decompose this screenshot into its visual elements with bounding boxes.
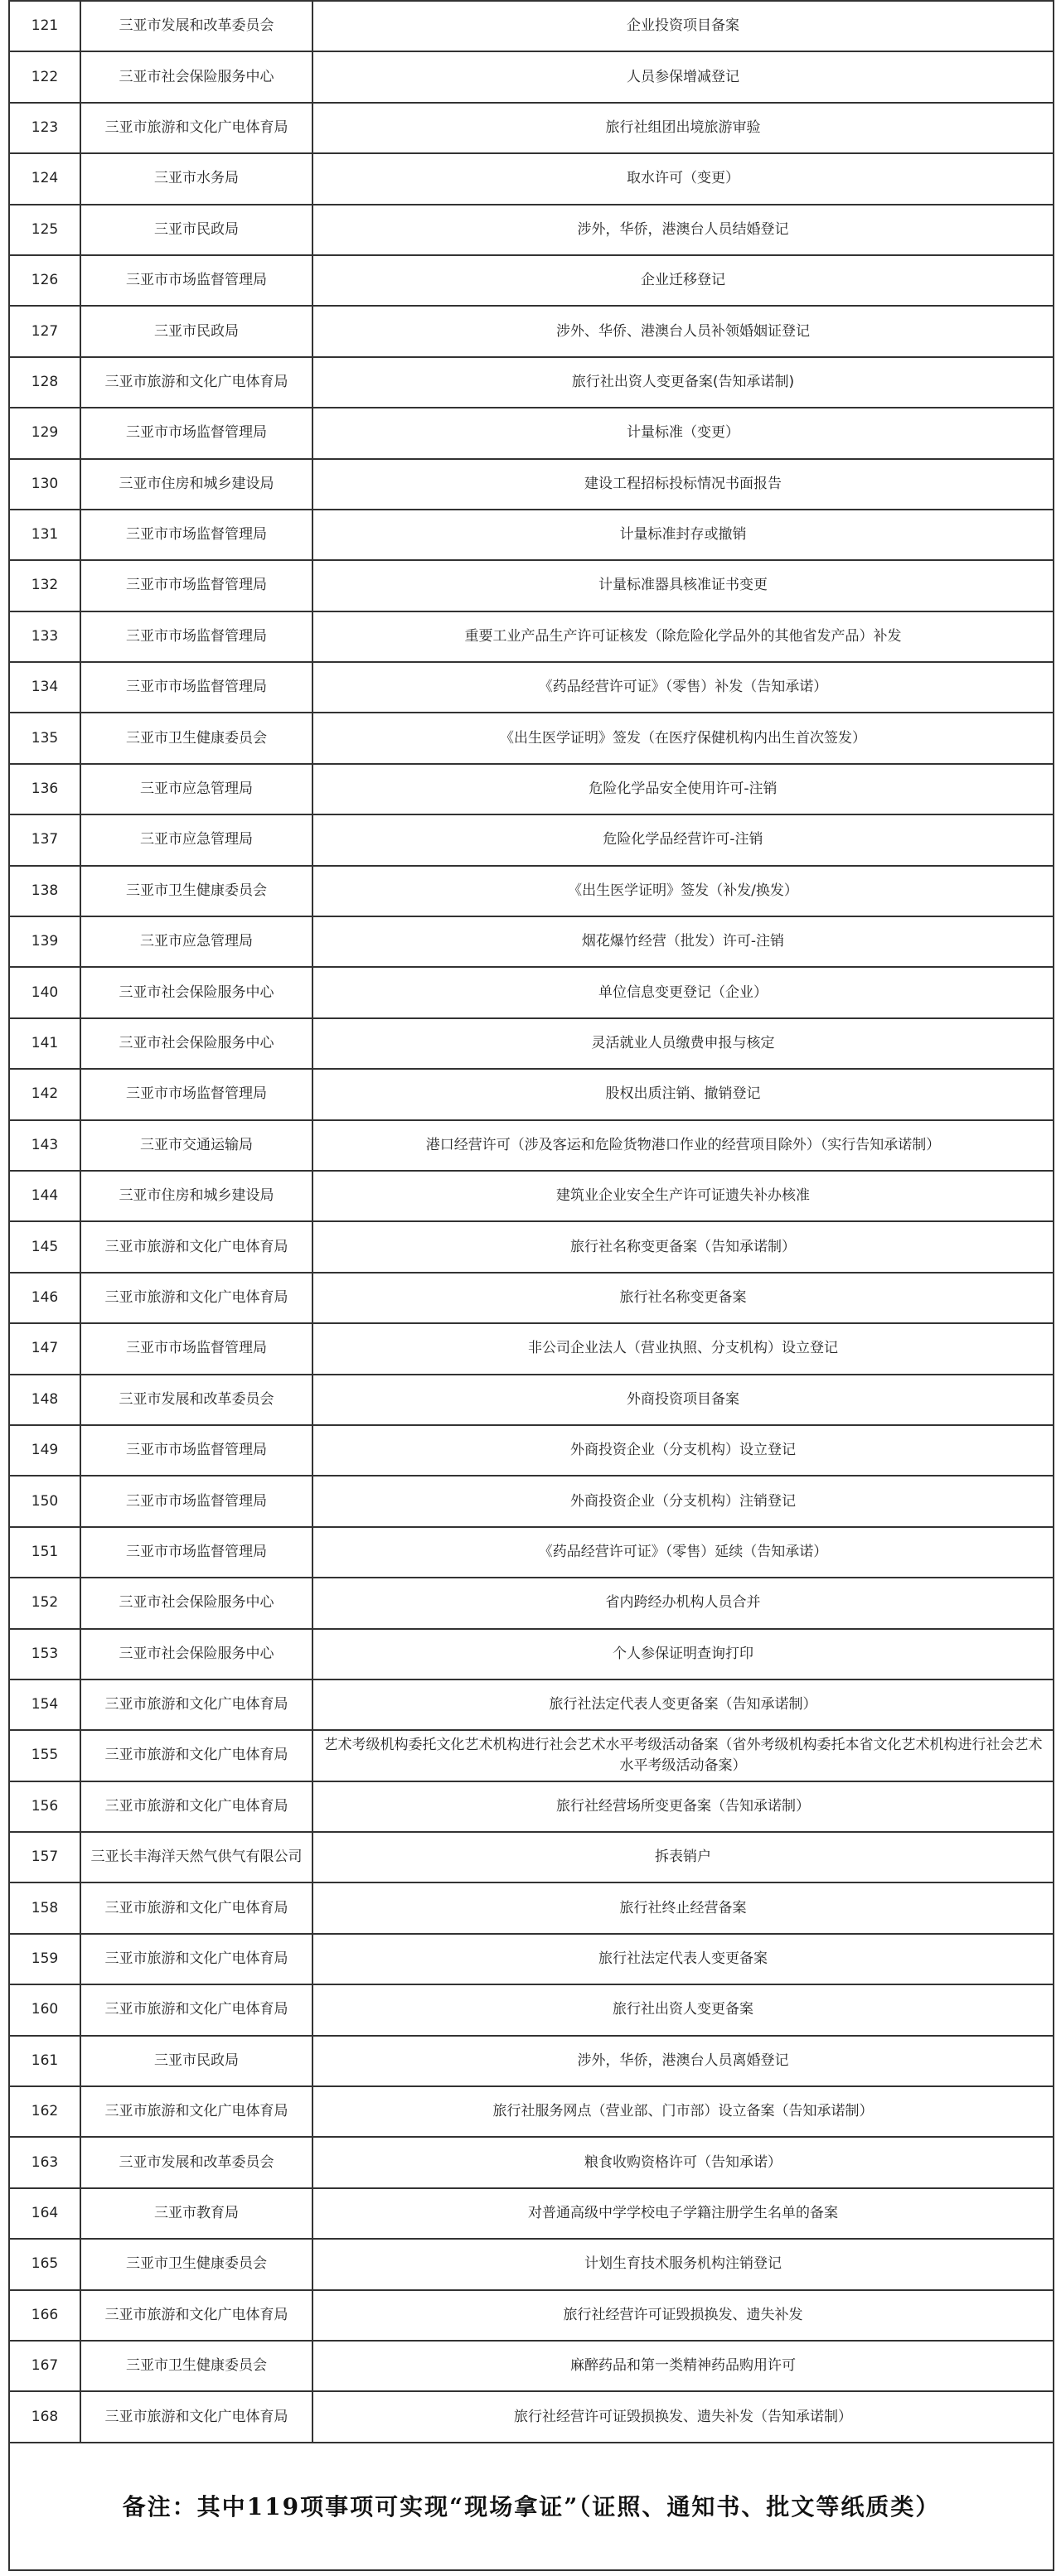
- row-number-cell: 145: [9, 1221, 80, 1272]
- table-row: [9, 713, 1054, 763]
- table-row: [9, 662, 1054, 713]
- item-cell: 计量标准器具核准证书变更: [312, 560, 1054, 611]
- department-cell: 三亚市卫生健康委员会: [80, 713, 312, 763]
- row-number-cell: 130: [9, 459, 80, 510]
- department-cell: 三亚市旅游和文化广电体育局: [80, 1984, 312, 2035]
- item-cell: 旅行社出资人变更备案: [312, 1984, 1054, 2035]
- row-number-cell: 121: [9, 1, 80, 51]
- item-cell: 《药品经营许可证》（零售）延续（告知承诺）: [312, 1527, 1054, 1578]
- row-number-cell: 154: [9, 1679, 80, 1730]
- table-row: [9, 1882, 1054, 1933]
- table-row: [9, 2086, 1054, 2137]
- department-cell: 三亚市旅游和文化广电体育局: [80, 2290, 312, 2341]
- row-number-cell: 125: [9, 205, 80, 255]
- item-cell: 危险化学品经营许可-注销: [312, 814, 1054, 865]
- department-cell: 三亚市市场监督管理局: [80, 560, 312, 611]
- table-row: [9, 255, 1054, 306]
- item-cell: 旅行社终止经营备案: [312, 1882, 1054, 1933]
- table-row: [9, 103, 1054, 153]
- row-number-cell: 153: [9, 1629, 80, 1679]
- row-number-cell: 122: [9, 51, 80, 102]
- table-row: [9, 1578, 1054, 1628]
- table-row: [9, 205, 1054, 255]
- item-cell: 股权出质注销、撤销登记: [312, 1069, 1054, 1119]
- item-cell: 旅行社组团出境旅游审验: [312, 103, 1054, 153]
- table-row: [9, 153, 1054, 204]
- table-row: [9, 51, 1054, 102]
- item-cell: 旅行社出资人变更备案(告知承诺制): [312, 357, 1054, 408]
- table-row: [9, 1425, 1054, 1476]
- row-number-cell: 141: [9, 1018, 80, 1069]
- item-cell: 旅行社名称变更备案: [312, 1273, 1054, 1323]
- item-cell: 计量标准封存或撤销: [312, 510, 1054, 560]
- row-number-cell: 134: [9, 662, 80, 713]
- items-table: [8, 0, 1054, 2443]
- department-cell: 三亚市民政局: [80, 2036, 312, 2086]
- table-row: [9, 1527, 1054, 1578]
- table-row: [9, 1832, 1054, 1882]
- item-cell: 单位信息变更登记（企业）: [312, 967, 1054, 1017]
- table-row: [9, 1679, 1054, 1730]
- table-row: [9, 2188, 1054, 2239]
- department-cell: 三亚市住房和城乡建设局: [80, 459, 312, 510]
- item-cell: 企业迁移登记: [312, 255, 1054, 306]
- table-row: [9, 2137, 1054, 2187]
- item-cell: 粮食收购资格许可（告知承诺）: [312, 2137, 1054, 2187]
- footer-note-box: [8, 2442, 1054, 2571]
- row-number-cell: 129: [9, 408, 80, 458]
- department-cell: 三亚市旅游和文化广电体育局: [80, 1730, 312, 1781]
- table-row: [9, 967, 1054, 1017]
- item-cell: 旅行社名称变更备案（告知承诺制）: [312, 1221, 1054, 1272]
- item-cell: 旅行社经营场所变更备案（告知承诺制）: [312, 1781, 1054, 1832]
- row-number-cell: 149: [9, 1425, 80, 1476]
- department-cell: 三亚市卫生健康委员会: [80, 2341, 312, 2391]
- row-number-cell: 151: [9, 1527, 80, 1578]
- item-cell: 企业投资项目备案: [312, 1, 1054, 51]
- table-row: [9, 1273, 1054, 1323]
- table-row: [9, 1221, 1054, 1272]
- table-row: [9, 866, 1054, 916]
- item-cell: 计划生育技术服务机构注销登记: [312, 2239, 1054, 2289]
- table-row: [9, 306, 1054, 356]
- department-cell: 三亚市旅游和文化广电体育局: [80, 1882, 312, 1933]
- table-row: [9, 814, 1054, 865]
- table-row: [9, 2341, 1054, 2391]
- row-number-cell: 144: [9, 1171, 80, 1221]
- department-cell: 三亚市旅游和文化广电体育局: [80, 2086, 312, 2137]
- row-number-cell: 158: [9, 1882, 80, 1933]
- row-number-cell: 148: [9, 1375, 80, 1425]
- department-cell: 三亚长丰海洋天然气供气有限公司: [80, 1832, 312, 1882]
- row-number-cell: 162: [9, 2086, 80, 2137]
- item-cell: 《出生医学证明》签发（在医疗保健机构内出生首次签发）: [312, 713, 1054, 763]
- item-cell: 个人参保证明查询打印: [312, 1629, 1054, 1679]
- row-number-cell: 128: [9, 357, 80, 408]
- row-number-cell: 168: [9, 2391, 80, 2442]
- row-number-cell: 165: [9, 2239, 80, 2289]
- table-row: [9, 357, 1054, 408]
- row-number-cell: 166: [9, 2290, 80, 2341]
- department-cell: 三亚市社会保险服务中心: [80, 1018, 312, 1069]
- item-cell: 建设工程招标投标情况书面报告: [312, 459, 1054, 510]
- table-row: [9, 1781, 1054, 1832]
- item-cell: 旅行社经营许可证毁损换发、遗失补发（告知承诺制）: [312, 2391, 1054, 2442]
- table-row: [9, 1375, 1054, 1425]
- department-cell: 三亚市住房和城乡建设局: [80, 1171, 312, 1221]
- row-number-cell: 167: [9, 2341, 80, 2391]
- department-cell: 三亚市旅游和文化广电体育局: [80, 2391, 312, 2442]
- department-cell: 三亚市旅游和文化广电体育局: [80, 1221, 312, 1272]
- table-row: [9, 1323, 1054, 1374]
- item-cell: 计量标准（变更）: [312, 408, 1054, 458]
- department-cell: 三亚市旅游和文化广电体育局: [80, 1273, 312, 1323]
- table-row: [9, 510, 1054, 560]
- row-number-cell: 156: [9, 1781, 80, 1832]
- department-cell: 三亚市应急管理局: [80, 814, 312, 865]
- row-number-cell: 147: [9, 1323, 80, 1374]
- item-cell: 艺术考级机构委托文化艺术机构进行社会艺术水平考级活动备案（省外考级机构委托本省文化艺术机构进行社会艺术水平考级活动备案）: [312, 1730, 1054, 1781]
- row-number-cell: 127: [9, 306, 80, 356]
- table-row: [9, 2036, 1054, 2086]
- department-cell: 三亚市市场监督管理局: [80, 662, 312, 713]
- department-cell: 三亚市市场监督管理局: [80, 1476, 312, 1526]
- table-row: [9, 1171, 1054, 1221]
- item-cell: 对普通高级中学学校电子学籍注册学生名单的备案: [312, 2188, 1054, 2239]
- item-cell: 拆表销户: [312, 1832, 1054, 1882]
- department-cell: 三亚市教育局: [80, 2188, 312, 2239]
- department-cell: 三亚市民政局: [80, 306, 312, 356]
- row-number-cell: 163: [9, 2137, 80, 2187]
- department-cell: 三亚市发展和改革委员会: [80, 1375, 312, 1425]
- item-cell: 外商投资企业（分支机构）注销登记: [312, 1476, 1054, 1526]
- row-number-cell: 161: [9, 2036, 80, 2086]
- item-cell: 麻醉药品和第一类精神药品购用许可: [312, 2341, 1054, 2391]
- department-cell: 三亚市应急管理局: [80, 916, 312, 967]
- department-cell: 三亚市市场监督管理局: [80, 255, 312, 306]
- department-cell: 三亚市应急管理局: [80, 764, 312, 814]
- table-row: [9, 408, 1054, 458]
- table-row: [9, 1, 1054, 51]
- department-cell: 三亚市社会保险服务中心: [80, 51, 312, 102]
- row-number-cell: 150: [9, 1476, 80, 1526]
- row-number-cell: 136: [9, 764, 80, 814]
- row-number-cell: 138: [9, 866, 80, 916]
- row-number-cell: 126: [9, 255, 80, 306]
- department-cell: 三亚市发展和改革委员会: [80, 2137, 312, 2187]
- row-number-cell: 152: [9, 1578, 80, 1628]
- table-row: [9, 1018, 1054, 1069]
- table-row: [9, 916, 1054, 967]
- item-cell: 涉外，华侨，港澳台人员离婚登记: [312, 2036, 1054, 2086]
- department-cell: 三亚市社会保险服务中心: [80, 1629, 312, 1679]
- department-cell: 三亚市旅游和文化广电体育局: [80, 1679, 312, 1730]
- department-cell: 三亚市旅游和文化广电体育局: [80, 1934, 312, 1984]
- department-cell: 三亚市社会保险服务中心: [80, 967, 312, 1017]
- department-cell: 三亚市市场监督管理局: [80, 1323, 312, 1374]
- item-cell: 旅行社服务网点（营业部、门市部）设立备案（告知承诺制）: [312, 2086, 1054, 2137]
- item-cell: 旅行社法定代表人变更备案（告知承诺制）: [312, 1679, 1054, 1730]
- department-cell: 三亚市水务局: [80, 153, 312, 204]
- department-cell: 三亚市民政局: [80, 205, 312, 255]
- item-cell: 涉外，华侨，港澳台人员结婚登记: [312, 205, 1054, 255]
- item-cell: 人员参保增减登记: [312, 51, 1054, 102]
- footer-note: 备注：其中119项事项可实现“现场拿证”（证照、通知书、批文等纸质类）: [122, 2493, 941, 2520]
- item-cell: 旅行社法定代表人变更备案: [312, 1934, 1054, 1984]
- department-cell: 三亚市卫生健康委员会: [80, 2239, 312, 2289]
- table-row: [9, 2290, 1054, 2341]
- table-row: [9, 1069, 1054, 1119]
- department-cell: 三亚市市场监督管理局: [80, 1425, 312, 1476]
- department-cell: 三亚市卫生健康委员会: [80, 866, 312, 916]
- department-cell: 三亚市旅游和文化广电体育局: [80, 103, 312, 153]
- item-cell: 旅行社经营许可证毁损换发、遗失补发: [312, 2290, 1054, 2341]
- table-row: [9, 459, 1054, 510]
- row-number-cell: 164: [9, 2188, 80, 2239]
- department-cell: 三亚市旅游和文化广电体育局: [80, 1781, 312, 1832]
- table-row: [9, 1934, 1054, 1984]
- department-cell: 三亚市市场监督管理局: [80, 510, 312, 560]
- row-number-cell: 133: [9, 611, 80, 662]
- table-row: [9, 1730, 1054, 1781]
- item-cell: 灵活就业人员缴费申报与核定: [312, 1018, 1054, 1069]
- row-number-cell: 124: [9, 153, 80, 204]
- row-number-cell: 123: [9, 103, 80, 153]
- item-cell: 港口经营许可（涉及客运和危险货物港口作业的经营项目除外）（实行告知承诺制）: [312, 1120, 1054, 1171]
- item-cell: 非公司企业法人（营业执照、分支机构）设立登记: [312, 1323, 1054, 1374]
- item-cell: 取水许可（变更）: [312, 153, 1054, 204]
- item-cell: 外商投资项目备案: [312, 1375, 1054, 1425]
- item-cell: 建筑业企业安全生产许可证遗失补办核准: [312, 1171, 1054, 1221]
- items-table-body: [9, 1, 1054, 2443]
- table-row: [9, 764, 1054, 814]
- department-cell: 三亚市市场监督管理局: [80, 1069, 312, 1119]
- row-number-cell: 137: [9, 814, 80, 865]
- department-cell: 三亚市发展和改革委员会: [80, 1, 312, 51]
- department-cell: 三亚市市场监督管理局: [80, 408, 312, 458]
- department-cell: 三亚市交通运输局: [80, 1120, 312, 1171]
- row-number-cell: 155: [9, 1730, 80, 1781]
- department-cell: 三亚市市场监督管理局: [80, 611, 312, 662]
- row-number-cell: 132: [9, 560, 80, 611]
- item-cell: 烟花爆竹经营（批发）许可-注销: [312, 916, 1054, 967]
- row-number-cell: 160: [9, 1984, 80, 2035]
- department-cell: 三亚市社会保险服务中心: [80, 1578, 312, 1628]
- item-cell: 涉外、华侨、港澳台人员补领婚姻证登记: [312, 306, 1054, 356]
- item-cell: 《出生医学证明》签发（补发/换发）: [312, 866, 1054, 916]
- table-row: [9, 2239, 1054, 2289]
- table-row: [9, 1476, 1054, 1526]
- item-cell: 外商投资企业（分支机构）设立登记: [312, 1425, 1054, 1476]
- row-number-cell: 146: [9, 1273, 80, 1323]
- item-cell: 省内跨经办机构人员合并: [312, 1578, 1054, 1628]
- row-number-cell: 140: [9, 967, 80, 1017]
- row-number-cell: 143: [9, 1120, 80, 1171]
- table-row: [9, 560, 1054, 611]
- row-number-cell: 159: [9, 1934, 80, 1984]
- table-row: [9, 1629, 1054, 1679]
- item-cell: 《药品经营许可证》（零售）补发（告知承诺）: [312, 662, 1054, 713]
- table-row: [9, 2391, 1054, 2442]
- table-row: [9, 1120, 1054, 1171]
- row-number-cell: 142: [9, 1069, 80, 1119]
- item-cell: 危险化学品安全使用许可-注销: [312, 764, 1054, 814]
- department-cell: 三亚市旅游和文化广电体育局: [80, 357, 312, 408]
- item-cell: 重要工业产品生产许可证核发（除危险化学品外的其他省发产品）补发: [312, 611, 1054, 662]
- row-number-cell: 157: [9, 1832, 80, 1882]
- table-row: [9, 1984, 1054, 2035]
- table-row: [9, 611, 1054, 662]
- row-number-cell: 139: [9, 916, 80, 967]
- department-cell: 三亚市市场监督管理局: [80, 1527, 312, 1578]
- row-number-cell: 131: [9, 510, 80, 560]
- row-number-cell: 135: [9, 713, 80, 763]
